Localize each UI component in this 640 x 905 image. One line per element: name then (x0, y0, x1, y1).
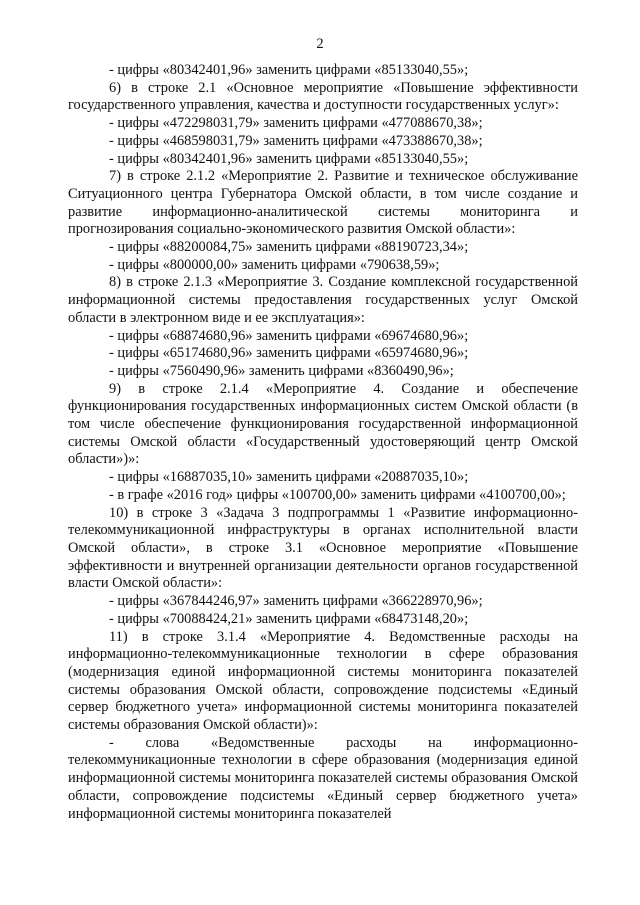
list-item: - цифры «367844246,97» заменить цифрами «366228970,96»; (109, 593, 483, 610)
paragraph: 6) в строке 2.1 «Основное мероприятие «Повышение эффективности государственного управления, качества и доступности государственных услуг»: (68, 79, 578, 114)
list-item: - цифры «68874680,96» заменить цифрами «69674680,96»; (109, 327, 469, 344)
list-item: - цифры «65174680,96» заменить цифрами «65974680,96»; (109, 345, 469, 362)
list-item: - цифры «472298031,79» заменить цифрами «477088670,38»; (109, 115, 483, 132)
paragraph: 7) в строке 2.1.2 «Мероприятие 2. Развитие и техническое обслуживание Ситуационного центра Губернатора Омской области, в том числе создание и развитие информационно-аналитической системы мониторинга и прогнозирования социально-экономического развития Омской области»: (68, 168, 578, 238)
list-item: - цифры «16887035,10» заменить цифрами «20887035,10»; (109, 469, 469, 486)
page-number: 2 (316, 36, 324, 52)
list-item: - цифры «468598031,79» заменить цифрами «473388670,38»; (109, 132, 483, 149)
list-item: - цифры «88200084,75» заменить цифрами «88190723,34»; (109, 239, 469, 256)
list-item: - цифры «70088424,21» заменить цифрами «68473148,20»; (109, 610, 469, 627)
list-item: - в графе «2016 год» цифры «100700,00» заменить цифрами «4100700,00»; (109, 486, 566, 503)
paragraph: 8) в строке 2.1.3 «Мероприятие 3. Создание комплексной государственной информационной системы предоставления государственных услуг Омской области в электронном виде и ее эксплуатация»: (68, 274, 578, 326)
list-item: - цифры «7560490,96» заменить цифрами «8360490,96»; (109, 362, 454, 379)
paragraph: 9) в строке 2.1.4 «Мероприятие 4. Создание и обеспечение функционирования государственных информационных систем Омской области (в том числе обеспечение функционирования государственной информационной системы Омской области «Государственный удостоверяющий центр Омской области»)»: (68, 380, 578, 468)
document-body (68, 62, 578, 823)
paragraph: 10) в строке 3 «Задача 3 подпрограммы 1 «Развитие информационно-телекоммуникационной инфраструктуры в органах исполнительной власти Омской области», в строке 3.1 «Основное мероприятие «Повышение эффективности и внутренней организации деятельности органов государственной власти Омской области»: (68, 504, 578, 592)
list-item: - цифры «80342401,96» заменить цифрами «85133040,55»; (109, 62, 469, 78)
list-item: - цифры «80342401,96» заменить цифрами «85133040,55»; (109, 150, 469, 167)
list-item: - слова «Ведомственные расходы на информационно-телекоммуникационные технологии в сфере образования (модернизация единой информационной системы мониторинга показателей системы образования Омской области, сопровождение подсистемы «Единый сервер бюджетного учета» информационной системы мониторинга показателей (68, 734, 578, 822)
paragraph: 11) в строке 3.1.4 «Мероприятие 4. Ведомственные расходы на информационно-телекоммуникационные технологии в сфере образования (модернизация единой информационной системы мониторинга показателей системы образования Омской области, сопровождение подсистемы «Единый сервер бюджетного учета» информационной системы мониторинга показателей системы образования Омской области)»: (68, 628, 578, 734)
list-item: - цифры «800000,00» заменить цифрами «790638,59»; (109, 256, 440, 273)
